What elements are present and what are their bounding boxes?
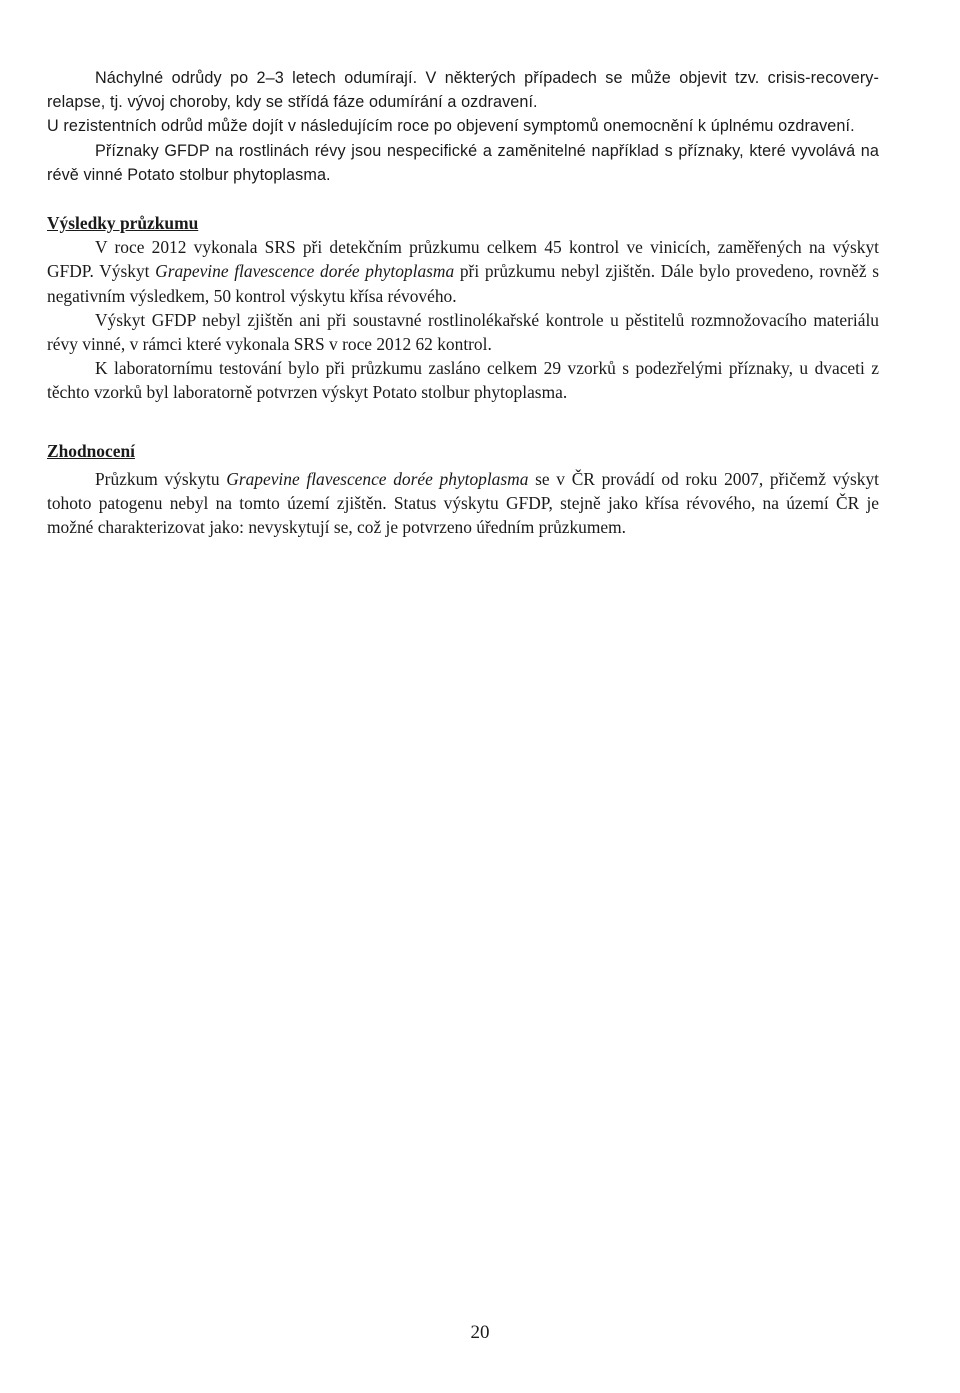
paragraph-intro-2: U rezistentních odrůd může dojít v následujícím roce po objevení symptomů onemocnění k úplnému ozdravení. — [47, 117, 855, 136]
paragraph-intro-3: Příznaky GFDP na rostlinách révy jsou nespecifické a zaměnitelné například s příznaky, které vyvolává na révě vinné Potato stolbur phytoplasma. — [47, 141, 879, 184]
results-p1-text-b: při průzkumu nebyl zjištěn. Dále bylo provedeno, rovněž s negativním výsledkem, 50 kontrol výskytu křísa révového. — [47, 261, 879, 306]
page-number: 20 — [470, 1322, 490, 1343]
evaluation-heading: Zhodnocení — [47, 440, 135, 461]
paragraph-results-2: Výskyt GFDP nebyl zjištěn ani při soustavné rostlinolékařské kontrole u pěstitelů rozmnožovacího materiálu révy vinné, v rámci které vykonala SRS v roce 2012 62 kontrol. — [47, 309, 879, 355]
evaluation-p1-text-b: se v ČR provádí od roku 2007, přičemž výskyt tohoto patogenu nebyl na tomto území zjištěn. Status výskytu GFDP, stejně jako křísa révového, na území ČR je možné charakterizovat jako: nevyskytují se, což je potvrzeno úředním průzkumem. — [47, 468, 879, 538]
evaluation-p1-text-a: Průzkum výskytu — [95, 468, 227, 489]
paragraph-results-3: K laboratornímu testování bylo při průzkumu zasláno celkem 29 vzorků s podezřelými příznaky, u dvaceti z těchto vzorků byl laboratorně potvrzen výskyt Potato stolbur phytoplasma. — [47, 358, 879, 403]
evaluation-p1-species: Grapevine flavescence dorée phytoplasma — [226, 468, 529, 489]
document-body — [47, 66, 879, 539]
paragraph-evaluation-1 — [47, 467, 879, 540]
paragraph-results-1 — [47, 235, 879, 308]
results-p1-species: Grapevine flavescence dorée phytoplasma — [155, 261, 455, 282]
results-heading: Výsledky průzkumu — [47, 213, 199, 234]
paragraph-intro-1: Náchylné odrůdy po 2–3 letech odumírají. V některých případech se může objevit tzv. crisis-recovery-relapse, tj. vývoj choroby, kdy se střídá fáze odumírání a ozdravení. — [47, 69, 879, 112]
results-p1-text-a: V roce 2012 vykonala SRS při detekčním průzkumu celkem 45 kontrol ve vinicích, zaměřených na výskyt GFDP. Výskyt — [47, 237, 879, 282]
